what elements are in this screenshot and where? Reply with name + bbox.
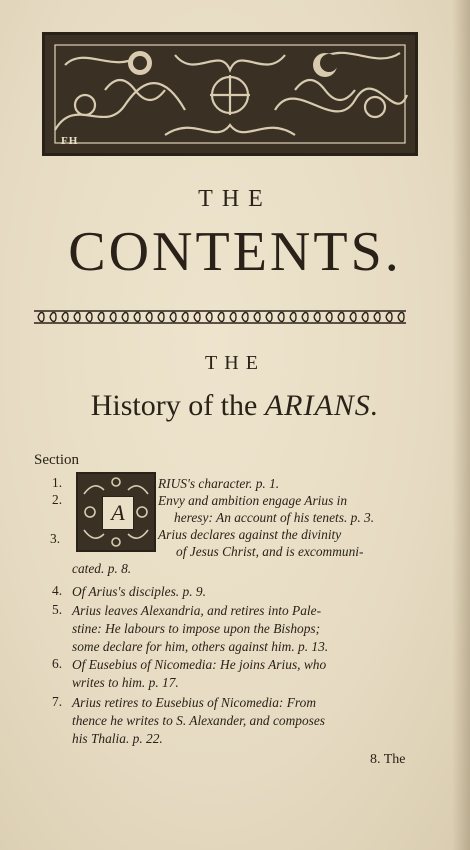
section-heading [0,388,470,424]
entry-number: 2. [52,492,63,507]
entry-line: Envy and ambition engage Arius in [158,493,348,508]
entry-number: 3. [50,531,61,546]
entry-line: RIUS's character. p. 1. [158,476,280,491]
entry-line: Arius retires to Eusebius of Nicomedia: From [72,695,316,710]
history-subject: ARIANS. [264,389,380,422]
entry-line: writes to him. p. 17. [72,675,179,690]
entry-line: thence he writes to S. Alexander, and composes [72,713,326,728]
entry-line: Of Eusebius of Nicomedia: He joins Arius, who [72,657,327,672]
entry-line: Arius declares against the divinity [158,527,342,542]
headpiece-ornament-icon [45,35,415,153]
subtitle-the: THE [205,352,265,374]
entry-line: his Thalia. p. 22. [72,731,163,746]
entry-line: cated. p. 8. [72,561,132,576]
engraver-initials: FH [61,135,79,147]
page-title: CONTENTS. [68,221,402,283]
catchword: 8. The [370,752,406,767]
dropcap-letter: A [102,496,134,530]
decorated-initial [76,472,156,552]
ornamental-rule-icon [34,310,406,324]
entry-line: some declare for him, others against him. p. 13. [72,639,329,654]
section-label: Section [34,452,79,468]
entry-line: of Jesus Christ, and is excommuni- [176,544,364,559]
entry-line: stine: He labours to impose upon the Bishops; [72,621,321,636]
page-edge-shadow [452,0,470,850]
ornamental-headpiece [42,32,418,156]
entry-number: 5. [52,602,63,617]
entry-number: 7. [52,694,63,709]
entry-line: heresy: An account of his tenets. p. 3. [174,510,375,525]
entry-number: 6. [52,656,63,671]
entry-number: 4. [52,583,63,598]
history-prefix: History of the [90,389,258,422]
entry-line: Of Arius's disciples. p. 9. [72,584,206,599]
title-the: THE [198,186,272,212]
entry-number: 1. [52,475,63,490]
entry-line: Arius leaves Alexandria, and retires into Pale- [72,603,322,618]
